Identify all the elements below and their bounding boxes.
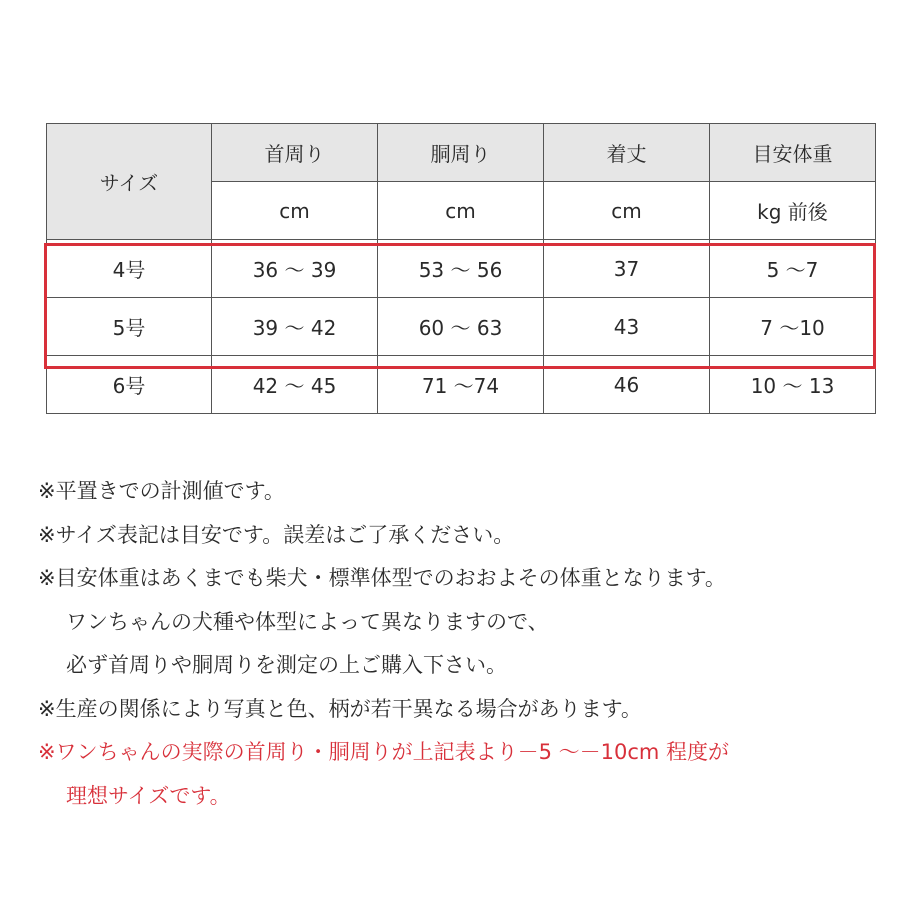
table-header-row bbox=[47, 124, 876, 182]
note-ideal-size-cont: 理想サイズです。 bbox=[66, 783, 231, 808]
header-length: 着丈 bbox=[544, 124, 710, 182]
row-cell-neck: 36 〜 39 bbox=[212, 240, 378, 298]
header-neck: 首周り bbox=[212, 124, 378, 182]
row-cell-length: 43 bbox=[544, 298, 710, 356]
note-size-approximate: ※サイズ表記は目安です。誤差はご了承ください。 bbox=[38, 522, 515, 547]
row-size-label: 5号 bbox=[47, 298, 212, 356]
row-cell-neck: 42 〜 45 bbox=[212, 356, 378, 414]
size-chart-table bbox=[46, 123, 876, 414]
header-weight: 目安体重 bbox=[710, 124, 876, 182]
note-weight-guide: ※目安体重はあくまでも柴犬・標準体型でのおおよその体重となります。 bbox=[38, 566, 726, 590]
row-cell-weight: 5 〜7 bbox=[710, 240, 876, 298]
unit-chest: cm bbox=[378, 182, 544, 240]
table-row bbox=[47, 356, 876, 414]
unit-weight: kg 前後 bbox=[710, 182, 876, 240]
row-cell-neck: 39 〜 42 bbox=[212, 298, 378, 356]
note-flat-measurement: ※平置きでの計測値です。 bbox=[38, 479, 285, 503]
header-size-label: サイズ bbox=[47, 124, 212, 240]
row-cell-weight: 10 〜 13 bbox=[710, 356, 876, 414]
notes-section bbox=[38, 470, 898, 818]
note-color-variation: ※生産の関係により写真と色、柄が若干異なる場合があります。 bbox=[38, 696, 642, 721]
row-cell-chest: 71 〜74 bbox=[378, 356, 544, 414]
note-ideal-size: ※ワンちゃんの実際の首周り・胴周りが上記表より－5 〜－10cm 程度が bbox=[38, 740, 730, 764]
note-weight-guide-cont1: ワンちゃんの犬種や体型によって異なりますので、 bbox=[66, 609, 549, 634]
unit-neck: cm bbox=[212, 182, 378, 240]
header-chest: 胴周り bbox=[378, 124, 544, 182]
row-cell-chest: 60 〜 63 bbox=[378, 298, 544, 356]
table-row bbox=[47, 298, 876, 356]
row-cell-length: 37 bbox=[544, 240, 710, 298]
note-weight-guide-cont2: 必ず首周りや胴周りを測定の上ご購入下さい。 bbox=[66, 653, 507, 677]
row-size-label: 4号 bbox=[47, 240, 212, 298]
row-cell-length: 46 bbox=[544, 356, 710, 414]
row-size-label: 6号 bbox=[47, 356, 212, 414]
table-row bbox=[47, 240, 876, 298]
unit-length: cm bbox=[544, 182, 710, 240]
row-cell-chest: 53 〜 56 bbox=[378, 240, 544, 298]
row-cell-weight: 7 〜10 bbox=[710, 298, 876, 356]
